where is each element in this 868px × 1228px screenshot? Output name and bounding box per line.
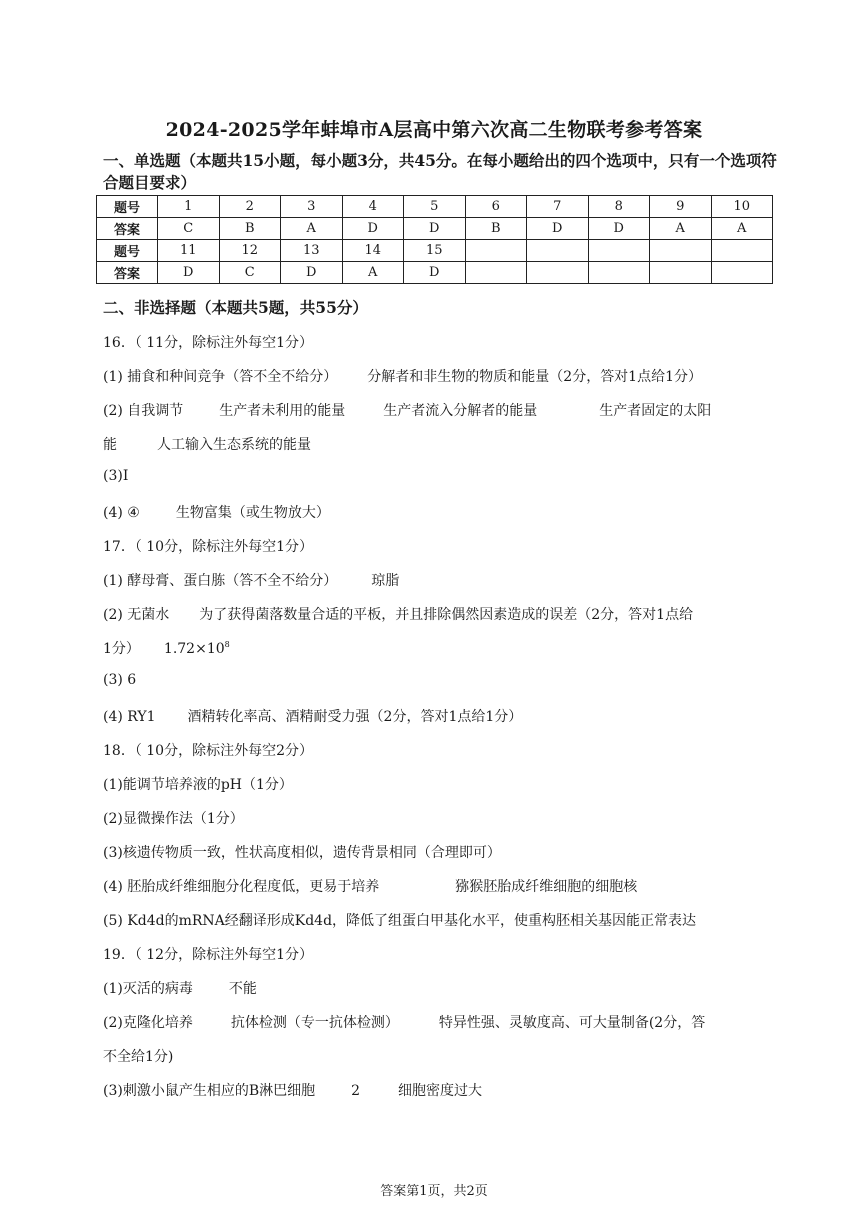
q18-answer-2: (2)显微操作法（1分）	[103, 811, 244, 827]
q16-answer-2-part-e: 能	[103, 437, 117, 453]
q19-answer-2-cont: 不全给1分)	[103, 1049, 174, 1065]
answer-cell: A	[650, 218, 712, 240]
q19-answer-1-part-b: 不能	[228, 981, 257, 997]
q17-answer-4-part-a: (4) RY1	[103, 709, 156, 725]
answer-cell: C	[158, 218, 220, 240]
question-number	[527, 240, 589, 262]
question-number: 1	[158, 196, 220, 218]
answer-cell: C	[219, 262, 281, 284]
q18-answer-5: (5) Kd4d的mRNA经翻译形成Kd4d，降低了组蛋白甲基化水平，使重构胚相关基因能正常表达	[103, 913, 697, 929]
answer-cell: D	[281, 262, 343, 284]
question-number: 4	[342, 196, 404, 218]
q18-answer-4-part-b: 猕猴胚胎成纤维细胞的细胞核	[455, 879, 638, 895]
answer-cell: D	[404, 262, 466, 284]
answer-cell: D	[158, 262, 220, 284]
q17-answer-1-part-a: (1) 酵母膏、蛋白胨（答不全不给分）	[103, 573, 338, 589]
q16-answer-2-part-d: 生产者固定的太阳	[599, 403, 712, 419]
row-label-answer: 答案	[97, 262, 158, 284]
q16-answer-2	[103, 400, 711, 420]
row-label-question: 题号	[97, 196, 158, 218]
answer-cell: A	[281, 218, 343, 240]
answer-cell	[465, 262, 527, 284]
q17-answer-1-part-b: 琼脂	[371, 573, 400, 589]
row-label-answer: 答案	[97, 218, 158, 240]
question-number	[711, 240, 773, 262]
q17-answer-2-cont	[103, 638, 230, 658]
q19-answer-1-part-a: (1)灭活的病毒	[103, 981, 193, 997]
page-title: 2024-2025学年蚌埠市A层高中第六次高二生物联考参考答案	[165, 119, 703, 141]
answer-cell	[711, 262, 773, 284]
q17-answer-4-part-b: 酒精转化率高、酒精耐受力强（2分，答对1点给1分）	[187, 709, 523, 725]
q18-answer-3: (3)核遗传物质一致，性状高度相似，遗传背景相同（合理即可）	[103, 845, 501, 861]
q17-header: 17．（ 10分，除标注外每空1分）	[103, 539, 313, 555]
section2-heading: 二、非选择题（本题共5题，共55分）	[103, 298, 368, 317]
question-number: 7	[527, 196, 589, 218]
question-number: 13	[281, 240, 343, 262]
q19-answer-1	[103, 978, 257, 998]
q17-answer-2	[103, 604, 693, 624]
q19-answer-3	[103, 1080, 482, 1100]
q19-answer-3-part-a: (3)刺激小鼠产生相应的B淋巴细胞	[103, 1083, 316, 1099]
q19-header: 19．（ 12分，除标注外每空1分）	[103, 947, 313, 963]
question-number: 6	[465, 196, 527, 218]
question-number: 5	[404, 196, 466, 218]
answer-cell: A	[342, 262, 404, 284]
q19-answer-2-part-c: 特异性强、灵敏度高、可大量制备(2分，答	[438, 1015, 706, 1031]
q19-answer-2-part-a: (2)克隆化培养	[103, 1015, 193, 1031]
q17-answer-3: (3) 6	[103, 672, 137, 688]
question-number: 15	[404, 240, 466, 262]
page-footer: 答案第1页，共2页	[380, 1184, 488, 1199]
q18-answer-1: (1)能调节培养液的pH（1分）	[103, 777, 293, 793]
answer-cell: B	[465, 218, 527, 240]
q16-answer-4-part-b: 生物富集（或生物放大）	[175, 505, 330, 521]
q19-answer-3-part-b: 2	[351, 1083, 361, 1099]
row-label-question: 题号	[97, 240, 158, 262]
q18-answer-4-part-a: (4) 胚胎成纤维细胞分化程度低，更易于培养	[103, 879, 380, 895]
answer-table	[96, 195, 773, 284]
q16-answer-1	[103, 366, 702, 386]
question-number: 11	[158, 240, 220, 262]
question-number: 3	[281, 196, 343, 218]
answer-cell: A	[711, 218, 773, 240]
q18-header: 18．（ 10分，除标注外每空2分）	[103, 743, 313, 759]
answer-cell: D	[527, 218, 589, 240]
answer-cell: D	[404, 218, 466, 240]
q19-answer-2	[103, 1012, 705, 1032]
q16-answer-3: (3)Ⅰ	[103, 468, 129, 484]
q17-answer-4	[103, 706, 522, 726]
q16-answer-4-part-a: (4) ④	[103, 505, 140, 521]
question-number: 2	[219, 196, 281, 218]
q16-answer-2-part-a: (2) 自我调节	[103, 403, 184, 419]
q19-answer-3-part-c: 细胞密度过大	[398, 1083, 483, 1099]
answer-cell	[650, 262, 712, 284]
q16-header: 16．（ 11分，除标注外每空1分）	[103, 335, 313, 351]
table-row-answers-2	[97, 262, 773, 284]
table-row-numbers-1	[97, 196, 773, 218]
q16-answer-1-part-b: 分解者和非生物的物质和能量（2分，答对1点给1分）	[367, 369, 703, 385]
q17-answer-2-part-b: 为了获得菌落数量合适的平板，并且排除偶然因素造成的误差（2分，答对1点给	[199, 607, 694, 623]
q17-answer-2-part-d: 1.72×10	[163, 641, 225, 657]
q17-answer-1	[103, 570, 399, 590]
q16-answer-2-part-c: 生产者流入分解者的能量	[383, 403, 538, 419]
q17-answer-2-part-c: 1分）	[103, 641, 140, 657]
question-number	[588, 240, 650, 262]
q18-answer-4	[103, 876, 637, 896]
question-number	[465, 240, 527, 262]
answer-cell	[588, 262, 650, 284]
table-row-numbers-2	[97, 240, 773, 262]
answer-cell	[527, 262, 589, 284]
answer-cell: D	[588, 218, 650, 240]
q16-answer-2-part-b: 生产者未利用的能量	[219, 403, 346, 419]
answer-cell: D	[342, 218, 404, 240]
q16-answer-2-cont	[103, 434, 311, 454]
question-number: 9	[650, 196, 712, 218]
question-number: 14	[342, 240, 404, 262]
question-number: 12	[219, 240, 281, 262]
q19-answer-2-part-b: 抗体检测（专一抗体检测）	[230, 1015, 399, 1031]
question-number: 8	[588, 196, 650, 218]
q17-answer-2-part-a: (2) 无菌水	[103, 607, 170, 623]
q16-answer-4	[103, 502, 330, 522]
answer-cell: B	[219, 218, 281, 240]
question-number	[650, 240, 712, 262]
table-row-answers-1	[97, 218, 773, 240]
q16-answer-1-part-a: (1) 捕食和种间竞争（答不全不给分）	[103, 369, 338, 385]
section1-heading: 一、单选题（本题共15小题，每小题3分，共45分。在每小题给出的四个选项中，只有一个选项符合题目要求）	[103, 151, 777, 192]
question-number: 10	[711, 196, 773, 218]
q16-answer-2-part-f: 人工输入生态系统的能量	[157, 437, 311, 453]
q17-exponent: 8	[224, 640, 230, 649]
